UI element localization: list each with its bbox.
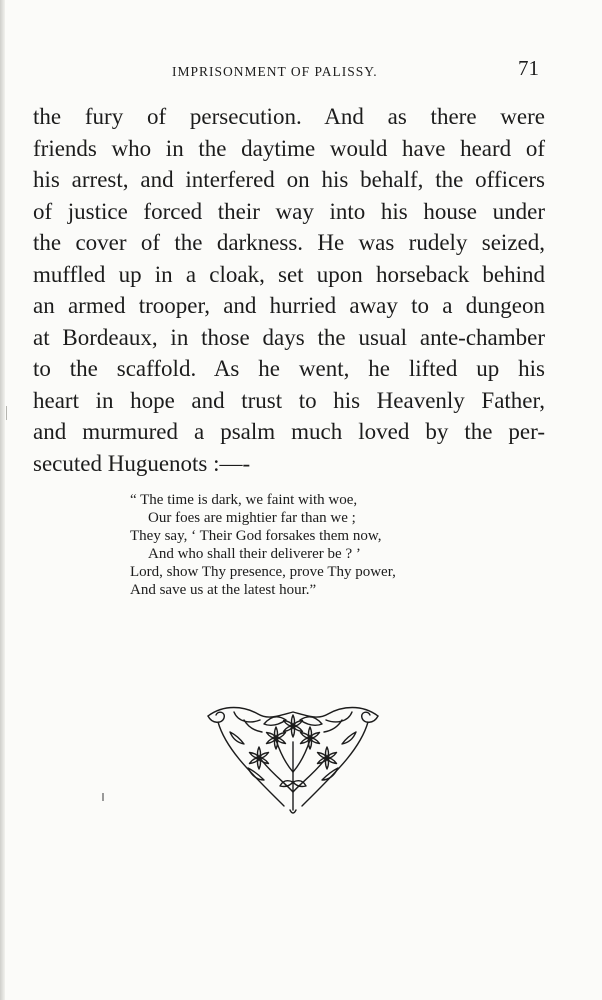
verse-line: And save us at the latest hour.” xyxy=(130,582,317,598)
verse-line: Lord, show Thy presence, prove Thy power, xyxy=(130,564,396,580)
text-line: friends who in the daytime would have heard of xyxy=(33,135,545,161)
text-line: of justice forced their way into his house under xyxy=(33,198,545,224)
floral-tailpiece-icon xyxy=(204,702,382,816)
psalm-quote xyxy=(130,491,510,599)
text-line: the cover of the darkness. He was rudely seized, xyxy=(33,230,545,255)
body-paragraph xyxy=(33,101,545,479)
page-number: 71 xyxy=(518,56,539,80)
text-line: the fury of persecution. And as there were xyxy=(33,104,545,129)
text-line: his arrest, and interfered on his behalf, the officers xyxy=(33,167,545,192)
verse-line: Our foes are mightier far than we ; xyxy=(148,510,356,526)
verse-line: “ The time is dark, we faint with woe, xyxy=(130,492,358,508)
text-line: at Bordeaux, in those days the usual ante-chamber xyxy=(33,324,545,350)
verse-line: And who shall their deliverer be ? ’ xyxy=(148,546,361,562)
paper-speck xyxy=(6,406,7,420)
verse-line: They say, ‘ Their God forsakes them now, xyxy=(130,528,382,544)
running-title: IMPRISONMENT OF PALISSY. xyxy=(172,64,378,79)
text-line: secuted Huguenots :—- xyxy=(33,450,251,476)
text-line: muffled up in a cloak, set upon horseback behind xyxy=(33,261,545,287)
text-line: to the scaffold. As he went, he lifted up his xyxy=(33,356,545,381)
paper-speck xyxy=(102,793,104,801)
text-line: and murmured a psalm much loved by the per- xyxy=(33,419,545,444)
running-header xyxy=(0,56,602,86)
text-line: heart in hope and trust to his Heavenly Father, xyxy=(33,387,545,413)
text-line: an armed trooper, and hurried away to a dungeon xyxy=(33,293,545,318)
page-spine-shadow xyxy=(0,0,5,1000)
